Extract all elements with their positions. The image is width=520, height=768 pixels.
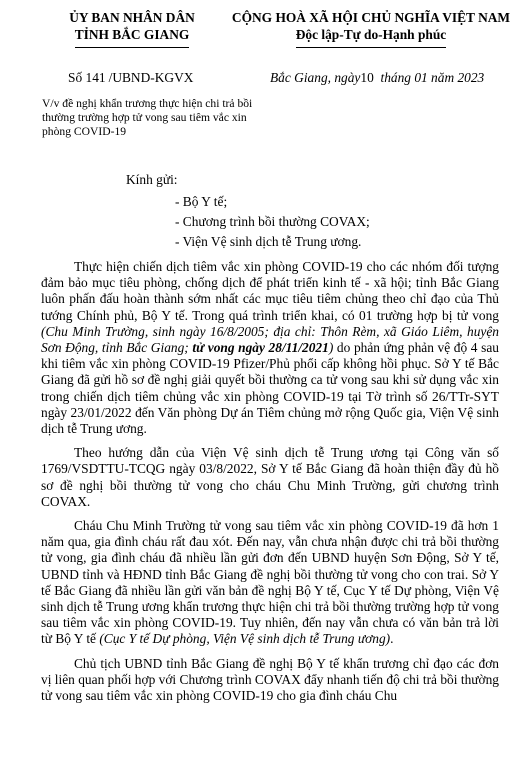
paragraph-text: Cháu Chu Minh Trường tử vong sau tiêm vắc xin phòng COVID-19 đã hơn 1 năm qua, gia đình cháu rất đau xót. Đến nay, vẫn chưa nhận được chi trả bồi thường tử vong, gia đình cháu đã nhiều lần gửi đơn đến UBND huyện Sơn Động, Sở Y tế, UBND tỉnh và HĐND tỉnh Bắc Giang đề nghị bồi thường tử vong cho con trai. Sở Y tế Bắc Giang đã nhiều lần gửi văn bản đề nghị Bộ Y tế, Cục Y tế Dự phòng, Viện Vệ sinh dịch tễ Trung ương khẩn trương thực hiện chi trả bồi thường trường hợp tử vong sau tiêm vắc xin phòng COVID-19. Tuy nhiên, đến nay vẫn chưa có văn bản trả lời từ Bộ Y tế <box>41 518 499 647</box>
recipient-list <box>175 192 370 252</box>
national-motto: Độc lập-Tự do-Hạnh phúc <box>295 27 447 42</box>
death-date-emphasis: tử vong ngày 28/11/2021 <box>192 340 329 356</box>
document-number-code: /UBND-KGVX <box>108 70 194 85</box>
document-number-prefix: Số <box>68 70 83 85</box>
motto-underline <box>296 27 447 48</box>
body-paragraph-1 <box>41 259 499 437</box>
document-number-value: 141 <box>85 70 106 85</box>
recipient-item: - Chương trình bồi thường COVAX; <box>175 214 370 229</box>
document-body <box>41 259 499 712</box>
authority-name-line1: ỦY BAN NHÂN DÂN <box>69 10 195 25</box>
date-day: 10 <box>360 70 374 85</box>
body-paragraph-4: Chủ tịch UBND tỉnh Bắc Giang đề nghị Bộ Y tế khẩn trương chỉ đạo các đơn vị liên quan phối hợp với Chương trình COVAX đẩy nhanh tiến độ chi trả bồi thường tử vong sau tiêm vắc xin phòng COVID-19 cho gia đình cháu Chu <box>41 655 499 704</box>
salutation: Kính gửi: <box>126 172 178 187</box>
document-number <box>68 70 193 86</box>
issuing-authority <box>38 10 226 48</box>
body-paragraph-2: Theo hướng dẫn của Viện Vệ sinh dịch tễ Trung ương tại Công văn số 1769/VSDTTU-TCQG ngày 03/8/2022, Sở Y tế Bắc Giang đã hoàn thiện đầy đủ hồ sơ đề nghị bồi thường tử vong cho cháu Chu Minh Trường, gửi chương trình COVAX. <box>41 445 499 509</box>
authority-name-line2: TỈNH BẮC GIANG <box>74 27 190 42</box>
authority-name-underline <box>75 27 190 48</box>
place-and-date <box>270 70 484 86</box>
recipient-item: - Viện Vệ sinh dịch tễ Trung ương. <box>175 234 362 249</box>
national-title: CỘNG HOÀ XÃ HỘI CHỦ NGHĨA VIỆT NAM <box>231 10 511 25</box>
recipient-item: - Bộ Y tế; <box>175 194 228 209</box>
closing-parenthesis: ) <box>328 340 334 356</box>
date-month-year: tháng 01 năm 2023 <box>380 70 485 85</box>
national-heading <box>226 10 516 48</box>
agency-names-italic: (Cục Y tế Dự phòng, Viện Vệ sinh dịch tễ Trung ương) <box>99 631 391 647</box>
place-text: Bắc Giang, ngày <box>270 70 361 85</box>
paragraph-text: Thực hiện chiến dịch tiêm vắc xin phòng COVID-19 cho các nhóm đối tượng đảm bảo mục tiêu phòng, chống dịch để phát triển kinh tế - xã hội; tỉnh Bắc Giang luôn phấn đấu hoàn thành sớm nhất các mục tiêu tiêm chủng theo chỉ đạo của Thủ tướng Chính phủ, Bộ Y tế. Trong quá trình triển khai, có 01 trường hợp bị tử vong <box>41 259 499 323</box>
patient-details-italic: (Chu Minh Trường, sinh ngày 16/8/2005; địa chỉ: Thôn Rèm, xã Giáo Liêm, huyện Sơn Động, tỉnh Bắc Giang; <box>41 323 499 356</box>
body-paragraph-3 <box>41 518 499 648</box>
paragraph-text: . <box>390 631 394 647</box>
document-subject: V/v đề nghị khẩn trương thực hiện chi trả bồi thường trường hợp tử vong sau tiêm vắc xin phòng COVID-19 <box>42 97 253 138</box>
paragraph-text: do phản ứng phản vệ độ 4 sau khi tiêm vắc xin phòng COVID-19 Pfizer/Phủ phổi cấp không hồi phục. Sở Y tế Bắc Giang đã gửi hồ sơ đề nghị giải quyết bồi thường ca tử vong sau khi sử dụng vắc xin trong chiến dịch tiêm chủng vắc xin phòng COVID-19 tại Tờ trình số 26/TTr-SYT ngày 23/01/2022 đến Văn phòng Dự án Tiêm chủng mở rộng Quốc gia, Viện Vệ sinh dịch tễ Trung ương. <box>41 340 499 437</box>
